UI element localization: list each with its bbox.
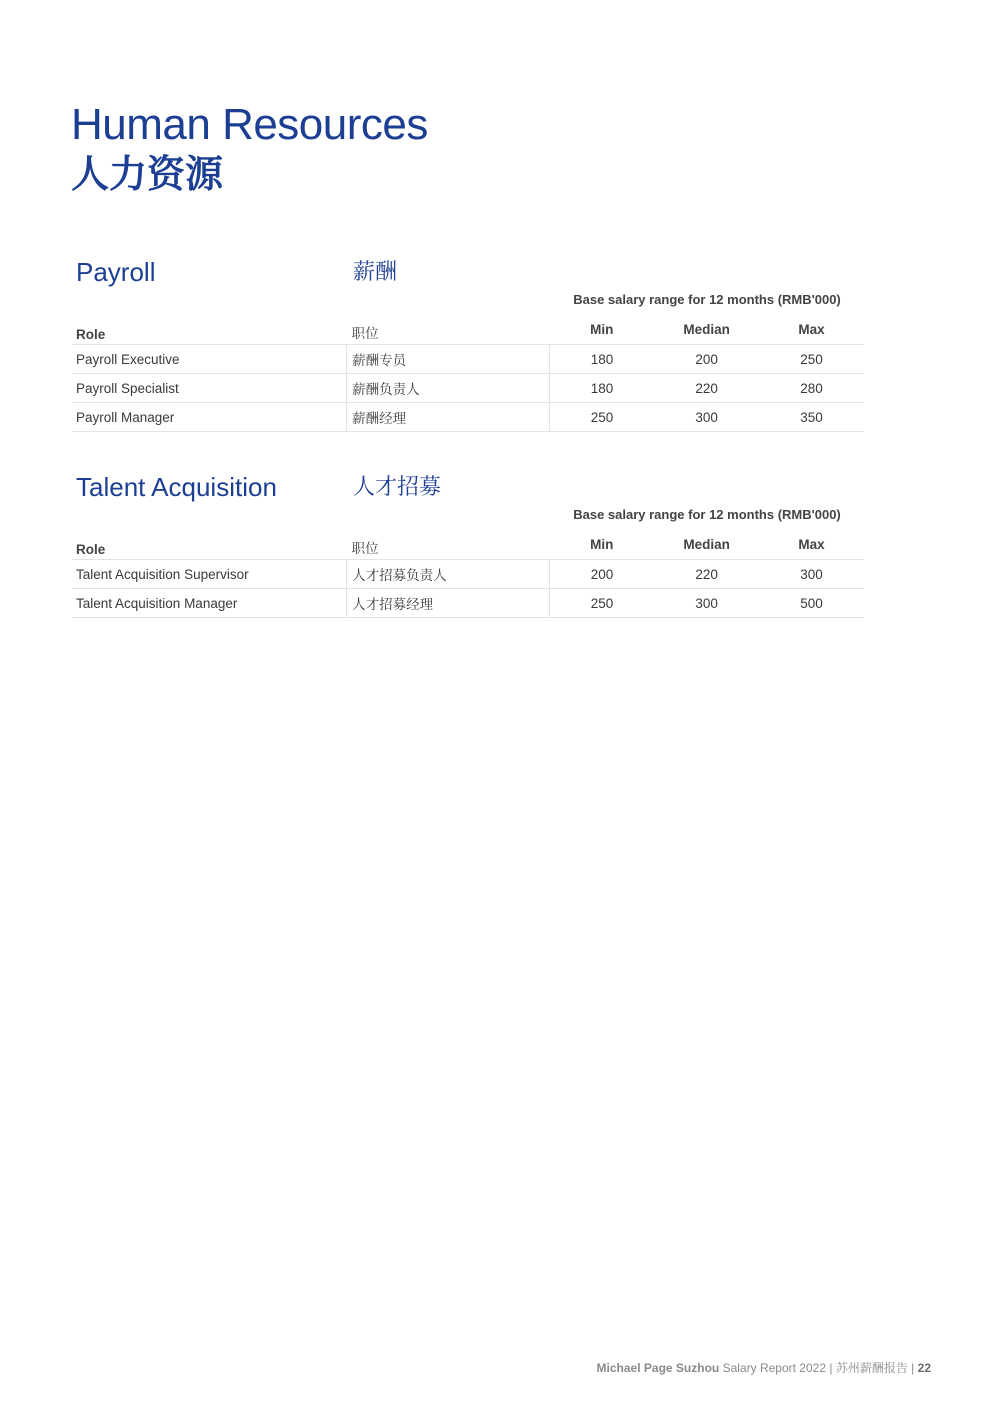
talent-acquisition-table: [72, 529, 864, 618]
min-cell: 250: [549, 589, 654, 618]
role-cn-cell: 人才招募经理: [347, 589, 550, 618]
role-cell: Payroll Manager: [72, 403, 347, 432]
min-cell: 180: [549, 374, 654, 403]
table-header-row: [72, 314, 864, 345]
salary-range-caption: Base salary range for 12 months (RMB'000): [573, 507, 841, 522]
median-cell: 220: [654, 560, 759, 589]
role-cell: Talent Acquisition Manager: [72, 589, 347, 618]
header-median: Median: [683, 536, 730, 552]
header-median: Median: [683, 321, 730, 337]
header-max: Max: [798, 321, 825, 337]
role-cell: Payroll Executive: [72, 345, 347, 374]
table-row: [72, 345, 864, 374]
page-title-cn: 人力资源: [71, 154, 224, 196]
table-header-row: [72, 529, 864, 560]
payroll-section: [72, 256, 864, 436]
role-cell: Payroll Specialist: [72, 374, 347, 403]
min-cell: 180: [549, 345, 654, 374]
table-row: [72, 589, 864, 618]
salary-range-caption: Base salary range for 12 months (RMB'000): [573, 292, 841, 307]
role-cn-cell: 薪酬专员: [347, 345, 550, 374]
talent-acquisition-section: [72, 471, 864, 621]
header-max: Max: [798, 536, 825, 552]
footer-separator: |: [829, 1361, 833, 1375]
section-title-cn: 薪酬: [353, 259, 398, 284]
page-footer: [597, 1359, 931, 1376]
table-row: [72, 403, 864, 432]
section-title-cn: 人才招募: [353, 474, 442, 499]
table-row: [72, 374, 864, 403]
header-role: Role: [76, 542, 106, 557]
role-cn-cell: 薪酬经理: [347, 403, 550, 432]
table-row: [72, 560, 864, 589]
footer-brand: Michael Page Suzhou: [596, 1361, 720, 1375]
min-cell: 250: [549, 403, 654, 432]
role-cn-cell: 人才招募负责人: [347, 560, 550, 589]
header-role-cn: 职位: [351, 541, 379, 556]
median-cell: 300: [654, 589, 759, 618]
min-cell: 200: [549, 560, 654, 589]
header-min: Min: [590, 321, 614, 337]
header-role: Role: [76, 327, 106, 342]
page-number: 22: [917, 1361, 931, 1375]
max-cell: 280: [759, 374, 864, 403]
max-cell: 500: [759, 589, 864, 618]
footer-separator: |: [911, 1361, 915, 1375]
max-cell: 350: [759, 403, 864, 432]
median-cell: 220: [654, 374, 759, 403]
max-cell: 300: [759, 560, 864, 589]
footer-report: Salary Report 2022: [722, 1361, 826, 1375]
page-title: Human Resources: [71, 100, 428, 149]
footer-report-cn: 苏州薪酬报告: [835, 1361, 908, 1375]
median-cell: 200: [654, 345, 759, 374]
role-cn-cell: 薪酬负责人: [347, 374, 550, 403]
header-min: Min: [590, 536, 614, 552]
role-cell: Talent Acquisition Supervisor: [72, 560, 347, 589]
median-cell: 300: [654, 403, 759, 432]
payroll-table: [72, 314, 864, 432]
max-cell: 250: [759, 345, 864, 374]
section-title: Talent Acquisition: [76, 472, 277, 502]
section-title: Payroll: [76, 257, 156, 287]
header-role-cn: 职位: [351, 326, 379, 341]
